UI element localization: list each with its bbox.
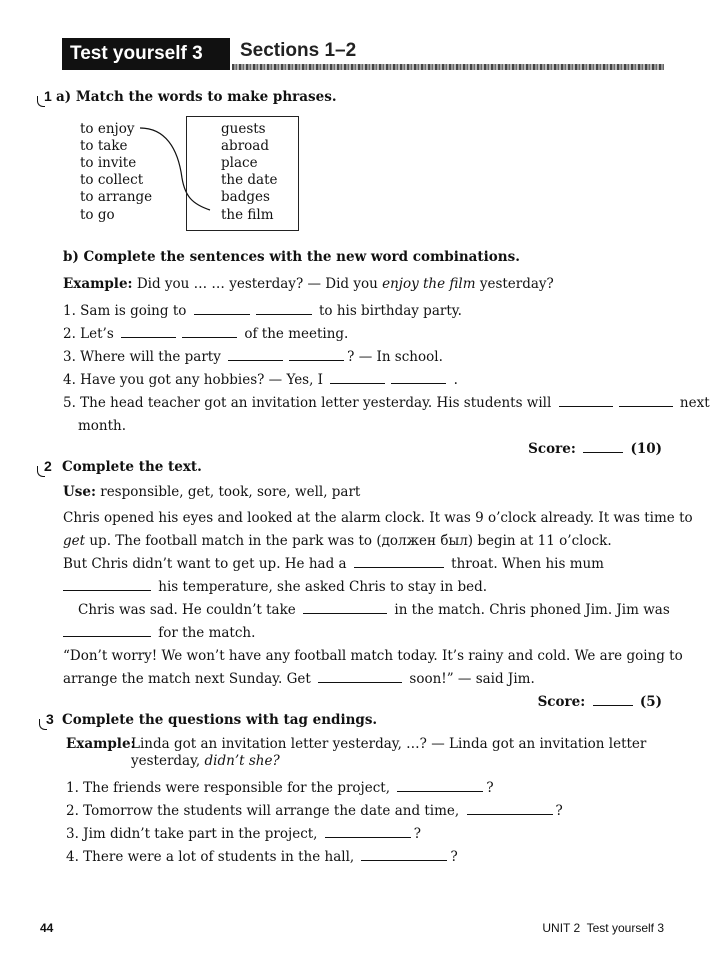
answer-blank[interactable] bbox=[354, 566, 444, 568]
text: for the match. bbox=[158, 625, 256, 641]
exercise-3-number: 3 bbox=[46, 711, 54, 727]
sentence-5 bbox=[63, 395, 710, 411]
answer-blank[interactable] bbox=[289, 359, 344, 361]
exercise-1-bracket bbox=[37, 96, 45, 107]
right-word: the film bbox=[221, 207, 274, 223]
question-3 bbox=[66, 826, 421, 842]
text: throat. When his mum bbox=[451, 556, 604, 572]
exercise-3-instruction: Complete the questions with tag endings. bbox=[62, 712, 378, 728]
question-text: 1. The friends were responsible for the project, bbox=[66, 780, 391, 796]
answer-blank[interactable] bbox=[121, 336, 176, 338]
exercise-2-score bbox=[538, 694, 662, 710]
answer-blank[interactable] bbox=[559, 405, 613, 407]
text-line-8 bbox=[63, 671, 535, 687]
right-word: abroad bbox=[221, 138, 269, 154]
left-word: to go bbox=[80, 207, 115, 223]
exercise-2-bracket bbox=[37, 466, 45, 477]
footer-unit: UNIT 2 Test yourself 3 bbox=[542, 921, 664, 935]
right-word: guests bbox=[221, 121, 266, 137]
answer-blank[interactable] bbox=[63, 635, 151, 637]
text-line-4 bbox=[63, 579, 487, 595]
text-line-5 bbox=[78, 602, 670, 618]
example-line-2 bbox=[131, 753, 280, 769]
sentence-1 bbox=[63, 303, 462, 319]
score-label: Score: bbox=[537, 694, 586, 710]
use-words: responsible, get, took, sore, well, part bbox=[95, 484, 361, 500]
sentence-text: 4. Have you got any hobbies? — Yes, I bbox=[63, 372, 324, 388]
score-blank[interactable] bbox=[593, 704, 633, 706]
question-mark: ? bbox=[413, 826, 422, 842]
question-mark: ? bbox=[555, 803, 563, 819]
text: But Chris didn’t want to get up. He had a bbox=[63, 556, 347, 572]
exercise-3-bracket bbox=[39, 719, 47, 730]
answer-blank[interactable] bbox=[467, 813, 553, 815]
right-word: the date bbox=[221, 172, 278, 188]
exercise-1-example bbox=[63, 276, 554, 292]
sentence-3 bbox=[63, 349, 443, 365]
sentence-5-cont: month. bbox=[78, 418, 127, 434]
header-rule bbox=[232, 64, 664, 70]
question-mark: ? bbox=[450, 849, 458, 865]
sentence-text: 1. Sam is going to bbox=[63, 303, 187, 319]
exercise-2-instruction: Complete the text. bbox=[62, 459, 202, 475]
example-text-end: yesterday? bbox=[475, 276, 554, 292]
text-line-7: “Don’t worry! We won’t have any football match today. It’s rainy and cold. We are going to bbox=[63, 648, 683, 664]
page-title: Test yourself 3 bbox=[62, 38, 230, 70]
answer-blank[interactable] bbox=[228, 359, 283, 361]
exercise-1a-instruction: a) Match the words to make phrases. bbox=[56, 89, 337, 105]
sentence-text: 2. Let’s bbox=[63, 326, 114, 342]
text: in the match. Chris phoned Jim. Jim was bbox=[394, 602, 670, 618]
right-word: place bbox=[221, 155, 258, 171]
use-label: Use: bbox=[63, 484, 96, 500]
text-line-6 bbox=[63, 625, 255, 641]
answer-blank[interactable] bbox=[361, 859, 447, 861]
left-word: to collect bbox=[80, 172, 144, 188]
left-word: to enjoy bbox=[80, 121, 135, 137]
page-number: 44 bbox=[40, 921, 54, 935]
text: up. The football match in the park was to (должен был) begin at 11 o’clock. bbox=[85, 533, 612, 549]
sentence-4 bbox=[63, 372, 458, 388]
text-line-2 bbox=[63, 533, 612, 549]
question-text: 3. Jim didn’t take part in the project, bbox=[66, 826, 318, 842]
word-bank bbox=[63, 484, 360, 500]
answer-blank[interactable] bbox=[330, 382, 385, 384]
answer-blank[interactable] bbox=[391, 382, 446, 384]
sentence-text: 3. Where will the party bbox=[63, 349, 221, 365]
sentence-text: . bbox=[453, 372, 458, 388]
exercise-2-number: 2 bbox=[44, 458, 52, 474]
exercise-1-score bbox=[528, 441, 662, 457]
question-mark: ? bbox=[486, 780, 494, 796]
right-word: badges bbox=[221, 189, 270, 205]
score-value: (10) bbox=[630, 441, 662, 457]
example-label: Example: bbox=[63, 276, 133, 292]
question-1 bbox=[66, 780, 494, 796]
score-blank[interactable] bbox=[583, 451, 623, 453]
answer-blank[interactable] bbox=[318, 681, 402, 683]
text-line-3 bbox=[63, 556, 604, 572]
exercise-1b-instruction: b) Complete the sentences with the new word combinations. bbox=[63, 249, 520, 265]
sentence-text: to his birthday party. bbox=[318, 303, 462, 319]
answer-blank[interactable] bbox=[194, 313, 250, 315]
answer-blank[interactable] bbox=[303, 612, 387, 614]
example-label: Example: bbox=[66, 736, 136, 752]
sentence-text: next bbox=[679, 395, 710, 411]
text: Chris was sad. He couldn’t take bbox=[78, 602, 296, 618]
text: yesterday, bbox=[131, 753, 205, 769]
left-word: to take bbox=[80, 138, 128, 154]
answer-blank[interactable] bbox=[182, 336, 237, 338]
question-2 bbox=[66, 803, 563, 819]
answer-blank[interactable] bbox=[619, 405, 673, 407]
score-label: Score: bbox=[528, 441, 576, 457]
sections-label: Sections 1–2 bbox=[240, 40, 357, 61]
question-text: 4. There were a lot of students in the hall, bbox=[66, 849, 355, 865]
answer-blank[interactable] bbox=[325, 836, 411, 838]
question-4 bbox=[66, 849, 458, 865]
sentence-text: ? — In school. bbox=[347, 349, 443, 365]
sentence-text: 5. The head teacher got an invitation letter yesterday. His students will bbox=[63, 395, 552, 411]
text-italic: get bbox=[63, 533, 86, 549]
exercise-1-number: 1 bbox=[44, 88, 52, 104]
left-word: to arrange bbox=[80, 189, 153, 205]
text: his temperature, she asked Chris to stay in bed. bbox=[158, 579, 488, 595]
example-answer: enjoy the film bbox=[382, 276, 476, 292]
answer-blank[interactable] bbox=[63, 589, 151, 591]
answer-blank[interactable] bbox=[397, 790, 483, 792]
example-line-1: Linda got an invitation letter yesterday, …? — Linda got an invitation letter bbox=[131, 736, 647, 752]
question-text: 2. Tomorrow the students will arrange the date and time, bbox=[66, 803, 460, 819]
sentence-text: of the meeting. bbox=[244, 326, 349, 342]
example-answer: didn’t she? bbox=[204, 753, 280, 769]
sentence-2 bbox=[63, 326, 348, 342]
example-text: Did you … … yesterday? — Did you bbox=[136, 276, 383, 292]
left-word: to invite bbox=[80, 155, 137, 171]
text-line-1: Chris opened his eyes and looked at the alarm clock. It was 9 o’clock already. It was time to bbox=[63, 510, 693, 526]
score-value: (5) bbox=[639, 694, 662, 710]
answer-blank[interactable] bbox=[256, 313, 312, 315]
text: soon!” — said Jim. bbox=[409, 671, 535, 687]
text: arrange the match next Sunday. Get bbox=[63, 671, 311, 687]
